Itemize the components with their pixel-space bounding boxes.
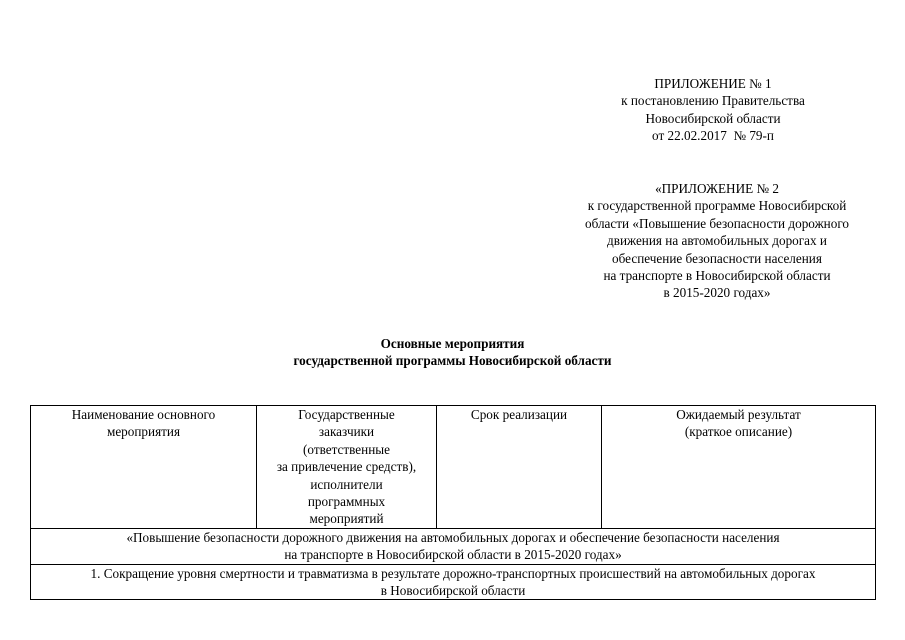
header-text: исполнители bbox=[310, 476, 383, 492]
appendix-2-header bbox=[553, 180, 881, 302]
header-text: (ответственные bbox=[303, 441, 390, 457]
table-header-row bbox=[31, 406, 876, 529]
appendix-1-line: от 22.02.2017 № 79-п bbox=[652, 128, 774, 144]
appendix-2-line: «ПРИЛОЖЕНИЕ № 2 bbox=[655, 181, 779, 196]
goal-line: 1. Сокращение уровня смертности и травматизма в результате дорожно-транспортных происшествий на автомобильных дорогах bbox=[90, 565, 816, 581]
program-title-line: «Повышение безопасности дорожного движения на автомобильных дорогах и обеспечение безопасности населения bbox=[126, 529, 780, 545]
header-text: Государственные bbox=[298, 407, 395, 422]
header-text: (краткое описание) bbox=[684, 424, 793, 440]
header-text: Наименование основного bbox=[71, 407, 216, 422]
appendix-1-header bbox=[588, 75, 838, 145]
header-cell-customers bbox=[257, 406, 437, 529]
goal-cell bbox=[31, 564, 876, 600]
appendix-1-line: Новосибирской области bbox=[645, 110, 781, 126]
header-text: Срок реализации bbox=[470, 407, 568, 422]
document-title-line: Основные мероприятия bbox=[380, 336, 525, 351]
table-row-goal bbox=[31, 564, 876, 600]
header-cell-term bbox=[437, 406, 602, 529]
appendix-2-line: обеспечение безопасности населения bbox=[612, 250, 822, 266]
main-events-table bbox=[30, 405, 876, 600]
header-text: за привлечение средств), bbox=[276, 459, 417, 475]
header-cell-event-name bbox=[31, 406, 257, 529]
document-title bbox=[180, 335, 725, 370]
table-row-program bbox=[31, 528, 876, 564]
appendix-1-line: ПРИЛОЖЕНИЕ № 1 bbox=[654, 76, 772, 91]
program-title-line: на транспорте в Новосибирской области в 2015-2020 годах» bbox=[284, 547, 622, 563]
appendix-2-line: к государственной программе Новосибирской bbox=[587, 198, 847, 214]
program-title-cell bbox=[31, 528, 876, 564]
header-text: Ожидаемый результат bbox=[676, 407, 801, 422]
header-cell-expected-result bbox=[602, 406, 876, 529]
appendix-2-line: области «Повышение безопасности дорожного bbox=[584, 215, 850, 231]
appendix-2-line: движения на автомобильных дорогах и bbox=[607, 233, 827, 249]
header-text: программных bbox=[307, 494, 386, 510]
appendix-1-line: к постановлению Правительства bbox=[621, 93, 805, 109]
document-title-line: государственной программы Новосибирской области bbox=[293, 353, 612, 369]
header-text: заказчики bbox=[318, 424, 375, 440]
goal-line: в Новосибирской области bbox=[380, 583, 526, 599]
header-text: мероприятия bbox=[106, 424, 181, 440]
appendix-2-line: на транспорте в Новосибирской области bbox=[603, 268, 831, 284]
header-text: мероприятий bbox=[309, 511, 384, 527]
appendix-2-line: в 2015-2020 годах» bbox=[663, 285, 771, 301]
